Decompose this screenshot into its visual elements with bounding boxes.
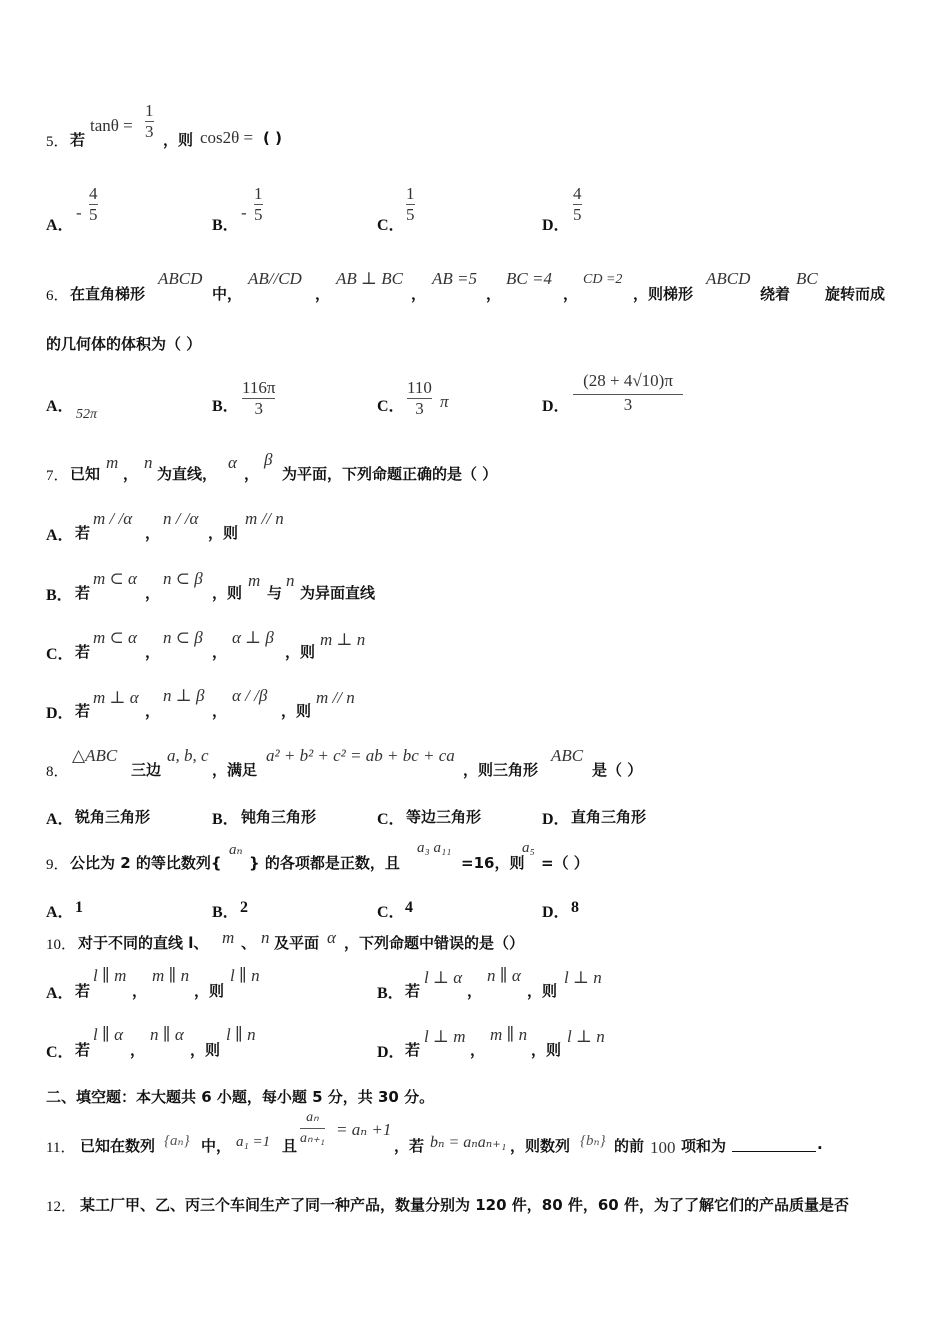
q6-option-a-label: A．	[46, 398, 74, 415]
q6-ab: AB =5	[432, 269, 477, 288]
q10-option-a-p3: l ∥ n	[230, 966, 260, 985]
q10-option-b-p1: l ⊥ α	[424, 968, 463, 987]
q11-fraction: aₙ aₙ₊₁	[300, 1110, 325, 1146]
q7-option-d-s3: ，则	[281, 702, 312, 720]
q9-option-b-label: B．	[212, 904, 239, 921]
q7-option-a-label: A．	[46, 527, 74, 544]
q6-comma-4: ，	[563, 285, 579, 303]
q7-m: m	[106, 453, 119, 472]
q9-a3a11: a₃ a₁₁	[417, 840, 452, 856]
q7-text-3: 为平面，下列命题正确的是（ ）	[282, 465, 498, 483]
q5-option-d-fraction: 4 5	[573, 184, 582, 224]
q11-end: .	[817, 1135, 823, 1153]
q10-text-4: ，下列命题中错误的是（）	[344, 934, 525, 952]
q9-number: 9．	[46, 857, 69, 873]
q7-comma-2: ，	[244, 465, 260, 483]
q9-an: aₙ	[229, 842, 243, 858]
q9-option-a-label: A．	[46, 904, 74, 921]
q7-option-b-p1: m ⊂ α	[93, 569, 137, 588]
q6-number: 6．	[46, 288, 69, 304]
q8-option-c-text: 等边三角形	[406, 808, 482, 826]
q6-text-5: 旋转而成	[825, 285, 886, 303]
q6-option-b-fraction: 116π 3	[242, 378, 276, 418]
q9-option-b-text: 2	[240, 899, 248, 916]
q11-answer-blank[interactable]	[732, 1137, 816, 1152]
q9-text-1: 公比为 2 的等比数列{	[70, 854, 222, 872]
q11-bn: bₙ = aₙaₙ₊₁	[430, 1134, 507, 1151]
q7-option-c-s1: ，	[145, 643, 161, 661]
q8-option-d-text: 直角三角形	[571, 808, 647, 826]
q11-hundred: 100	[650, 1138, 676, 1157]
q9-text-4: =（ ）	[541, 854, 589, 872]
q9-text-3: =16，则	[461, 854, 525, 872]
q5-option-c-label: C．	[377, 217, 405, 234]
q11-a1: a₁ =1	[236, 1134, 271, 1150]
q8-text-4: 是（ ）	[592, 761, 643, 779]
q9-option-c-text: 4	[405, 899, 413, 916]
q9-text-2: } 的各项都是正数，且	[249, 854, 400, 872]
q7-option-b-p2: n ⊂ β	[163, 569, 203, 588]
q5-option-b-sign: -	[241, 203, 247, 222]
q5-option-b-label: B．	[212, 217, 239, 234]
q5-mid: ，则	[163, 131, 194, 149]
q6-option-d-label: D．	[542, 398, 570, 415]
q8-option-c-label: C．	[377, 811, 405, 828]
q7-option-c-lead: 若	[75, 643, 91, 661]
q7-option-c-p1: m ⊂ α	[93, 628, 137, 647]
q9-option-d-label: D．	[542, 904, 570, 921]
q7-option-a-p1: m / /α	[93, 509, 133, 528]
q10-option-b-lead: 若	[405, 982, 421, 1000]
q11-text-2: 中，	[201, 1137, 232, 1155]
q7-option-d-p2: n ⊥ β	[163, 686, 205, 705]
q10-option-c-s2: ，则	[190, 1041, 221, 1059]
q7-option-c-s3: ，则	[285, 643, 316, 661]
q7-option-a-p2: n / /α	[163, 509, 199, 528]
q5-lead: 若	[70, 131, 86, 149]
q8-text-3: ，则三角形	[463, 761, 539, 779]
q7-option-d-p1: m ⊥ α	[93, 688, 139, 707]
q7-option-d-s2: ，	[212, 702, 228, 720]
q10-option-a-p1: l ∥ m	[93, 966, 127, 985]
q7-option-d-p4: m // n	[316, 688, 355, 707]
q6-text-3: ，则梯形	[633, 285, 694, 303]
q7-option-c-p2: n ⊂ β	[163, 628, 203, 647]
q9-a5: a₅	[522, 840, 535, 856]
q10-option-c-p3: l ∥ n	[226, 1025, 256, 1044]
q10-option-b-label: B．	[377, 985, 404, 1002]
q12-number: 12．	[46, 1199, 77, 1215]
q10-option-c-label: C．	[46, 1044, 74, 1061]
q7-option-d-p3: α / /β	[232, 686, 268, 705]
q10-option-a-s1: ，	[132, 982, 148, 1000]
q6-bc-2: BC	[796, 269, 818, 288]
q5-condition-fraction: 1 3	[145, 101, 154, 141]
q7-option-a-s2: ，则	[208, 524, 239, 542]
q9-option-d-text: 8	[571, 899, 579, 916]
q10-option-d-p2: m ∥ n	[490, 1025, 528, 1044]
q10-n: n	[261, 928, 270, 947]
q7-option-b-tail: 与	[267, 584, 283, 602]
q6-abcd-2: ABCD	[706, 269, 751, 288]
q6-line-2: 的几何体的体积为（ ）	[46, 335, 202, 353]
q5-option-b-fraction: 1 5	[254, 184, 263, 224]
q5-option-a-fraction: 4 5	[89, 184, 98, 224]
q6-abcd: ABCD	[158, 269, 203, 288]
q10-option-a-p2: m ∥ n	[152, 966, 190, 985]
q8-option-b-text: 钝角三角形	[241, 808, 317, 826]
q10-option-a-lead: 若	[75, 982, 91, 1000]
q7-option-a-p3: m // n	[245, 509, 284, 528]
q6-parallel: AB//CD	[248, 269, 302, 288]
q6-option-b-label: B．	[212, 398, 239, 415]
q10-option-b-p3: l ⊥ n	[564, 968, 602, 987]
q10-option-a-label: A．	[46, 985, 74, 1002]
q10-option-d-s2: ，则	[531, 1041, 562, 1059]
q10-text-2: 、	[241, 934, 257, 952]
q10-option-d-p1: l ⊥ m	[424, 1027, 466, 1046]
q5-ask: cos2θ =	[200, 128, 254, 147]
q10-option-a-s2: ，则	[194, 982, 225, 1000]
q6-perpendicular: AB ⊥ BC	[336, 269, 403, 288]
q7-option-c-p4: m ⊥ n	[320, 630, 366, 649]
q10-option-c-s1: ，	[130, 1041, 146, 1059]
q11-text-7: 项和为	[681, 1137, 727, 1155]
q10-option-c-lead: 若	[75, 1041, 91, 1059]
q11-text-6: 的前	[614, 1137, 645, 1155]
q7-option-a-lead: 若	[75, 524, 91, 542]
q6-comma-2: ，	[411, 285, 427, 303]
q10-option-c-p1: l ∥ α	[93, 1025, 123, 1044]
q7-alpha: α	[228, 453, 237, 472]
q10-option-b-p2: n ∥ α	[487, 966, 521, 985]
q10-alpha: α	[327, 928, 336, 947]
q7-n: n	[144, 453, 153, 472]
q7-option-b-lead: 若	[75, 584, 91, 602]
q6-bc: BC =4	[506, 269, 552, 288]
q7-option-c-s2: ，	[212, 643, 228, 661]
q10-option-b-s2: ，则	[527, 982, 558, 1000]
q10-text-1: 对于不同的直线 l、	[78, 934, 209, 952]
q10-text-3: 及平面	[274, 934, 320, 952]
q8-option-a-label: A．	[46, 811, 74, 828]
q10-option-d-p3: l ⊥ n	[567, 1027, 605, 1046]
q10-option-d-label: D．	[377, 1044, 405, 1061]
q5-option-d-label: D．	[542, 217, 570, 234]
q11-text-1: 已知在数列	[80, 1137, 156, 1155]
q5-paren: ( )	[263, 129, 282, 147]
q8-option-a-text: 锐角三角形	[75, 808, 151, 826]
q8-abc: ABC	[551, 746, 584, 765]
q6-text-4: 绕着	[760, 285, 791, 303]
q8-number: 8．	[46, 764, 69, 780]
q10-option-d-s1: ，	[470, 1041, 486, 1059]
q6-comma-1: ，	[315, 285, 331, 303]
q7-text-1: 已知	[70, 465, 101, 483]
q11-sequence-a: {aₙ}	[164, 1133, 190, 1149]
q9-option-a-text: 1	[75, 899, 83, 916]
q7-option-b-label: B．	[46, 587, 73, 604]
q6-option-c-fraction: 110 3	[407, 378, 432, 418]
q6-option-a-value: 52π	[76, 407, 98, 422]
q12-text: 某工厂甲、乙、丙三个车间生产了同一种产品，数量分别为 120 件，80 件，60 件，为了了解它们的产品质量是否	[80, 1196, 849, 1214]
q11-rhs: = aₙ +1	[336, 1120, 392, 1139]
q7-text-2: 为直线，	[157, 465, 218, 483]
q10-option-c-p2: n ∥ α	[150, 1025, 184, 1044]
q7-option-b-p4: n	[286, 571, 295, 590]
q10-option-d-lead: 若	[405, 1041, 421, 1059]
q6-option-c-pi: π	[440, 392, 449, 411]
q8-text-2: ，满足	[212, 761, 258, 779]
q6-option-d-fraction: (28 + 4√10)π 3	[573, 368, 683, 415]
q11-text-5: ，则数列	[510, 1137, 571, 1155]
q5-option-a-label: A．	[46, 217, 74, 234]
q8-text-1: 三边	[131, 761, 162, 779]
q5-condition: tanθ =	[90, 116, 133, 135]
q6-text-1: 在直角梯形	[70, 285, 146, 303]
q7-option-a-s1: ，	[145, 524, 161, 542]
q10-option-b-s1: ，	[467, 982, 483, 1000]
q5-number: 5．	[46, 134, 69, 150]
q8-option-d-label: D．	[542, 811, 570, 828]
q10-number: 10．	[46, 937, 77, 953]
q8-triangle: △ABC	[72, 746, 118, 765]
q11-text-3: 且	[282, 1137, 298, 1155]
q7-comma-1: ，	[123, 465, 139, 483]
q8-option-b-label: B．	[212, 811, 239, 828]
q6-comma-3: ，	[486, 285, 502, 303]
q8-sides: a, b, c	[167, 746, 209, 765]
q5-option-a-sign: -	[76, 203, 82, 222]
q7-option-b-s2: ，则	[212, 584, 243, 602]
q10-m: m	[222, 928, 235, 947]
q6-cd: CD =2	[583, 272, 623, 287]
q8-equation: a² + b² + c² = ab + bc + ca	[266, 746, 455, 765]
q6-option-c-label: C．	[377, 398, 405, 415]
q7-option-c-label: C．	[46, 646, 74, 663]
q11-number: 11．	[46, 1140, 76, 1156]
q7-option-c-p3: α ⊥ β	[232, 628, 274, 647]
q5-option-c-fraction: 1 5	[406, 184, 415, 224]
q7-beta: β	[264, 450, 273, 469]
q9-option-c-label: C．	[377, 904, 405, 921]
q7-number: 7．	[46, 468, 69, 484]
q7-option-d-lead: 若	[75, 702, 91, 720]
section-2-heading: 二、填空题：本大题共 6 小题，每小题 5 分，共 30 分。	[46, 1088, 435, 1106]
q7-option-b-p3: m	[248, 571, 261, 590]
q7-option-d-s1: ，	[145, 702, 161, 720]
q11-sequence-b: {bₙ}	[580, 1133, 606, 1149]
q7-option-b-tail2: 为异面直线	[300, 584, 376, 602]
q7-option-d-label: D．	[46, 705, 74, 722]
q6-text-2: 中，	[212, 285, 243, 303]
q7-option-b-s1: ，	[145, 584, 161, 602]
q11-text-4: ，若	[394, 1137, 425, 1155]
